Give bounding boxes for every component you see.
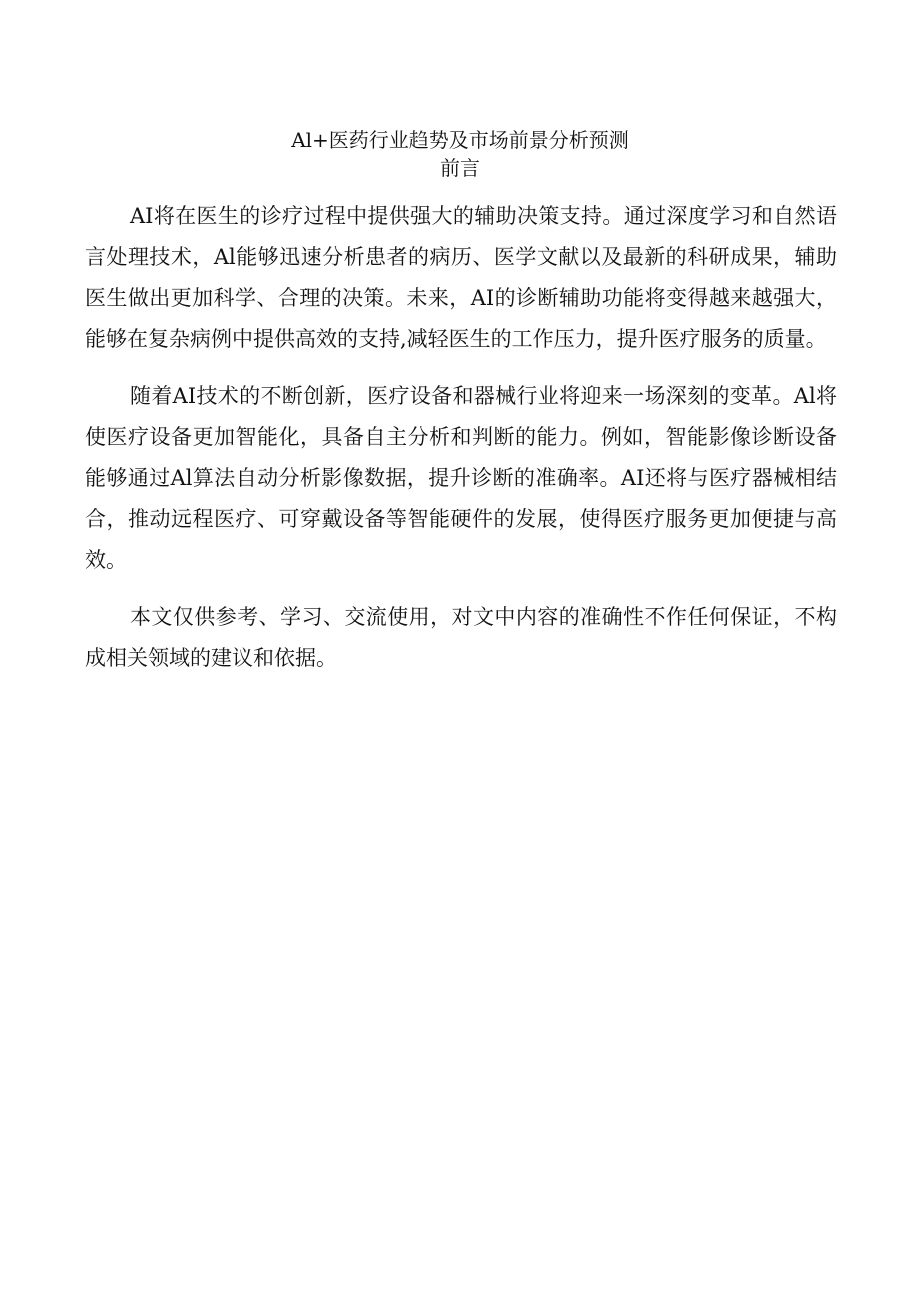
- paragraph-2: 随着AI技术的不断创新，医疗设备和器械行业将迎来一场深刻的变革。Al将使医疗设备更加智能化，具备自主分析和判断的能力。例如，智能影像诊断设备能够通过Al算法自动分析影像数据，提升诊断的准确率。AI还将与医疗器械相结合，推动远程医疗、可穿戴设备等智能硬件的发展，使得医疗服务更加便捷与高效。: [85, 384, 837, 572]
- document-body: [85, 196, 837, 695]
- paragraph-1: AI将在医生的诊疗过程中提供强大的辅助决策支持。通过深度学习和自然语言处理技术，Al能够迅速分析患者的病历、医学文献以及最新的科研成果，辅助医生做出更加科学、合理的决策。未来，AI的诊断辅助功能将变得越来越强大，能够在复杂病例中提供高效的支持,减轻医生的工作压力，提升医疗服务的质量。: [85, 204, 837, 351]
- section-heading-preface: 前言: [440, 156, 480, 180]
- document-title: Al+医药行业趋势及市场前景分析预测: [291, 128, 629, 152]
- paragraph-3: 本文仅供参考、学习、交流使用，对文中内容的准确性不作任何保证，不构成相关领域的建议和依据。: [85, 605, 837, 670]
